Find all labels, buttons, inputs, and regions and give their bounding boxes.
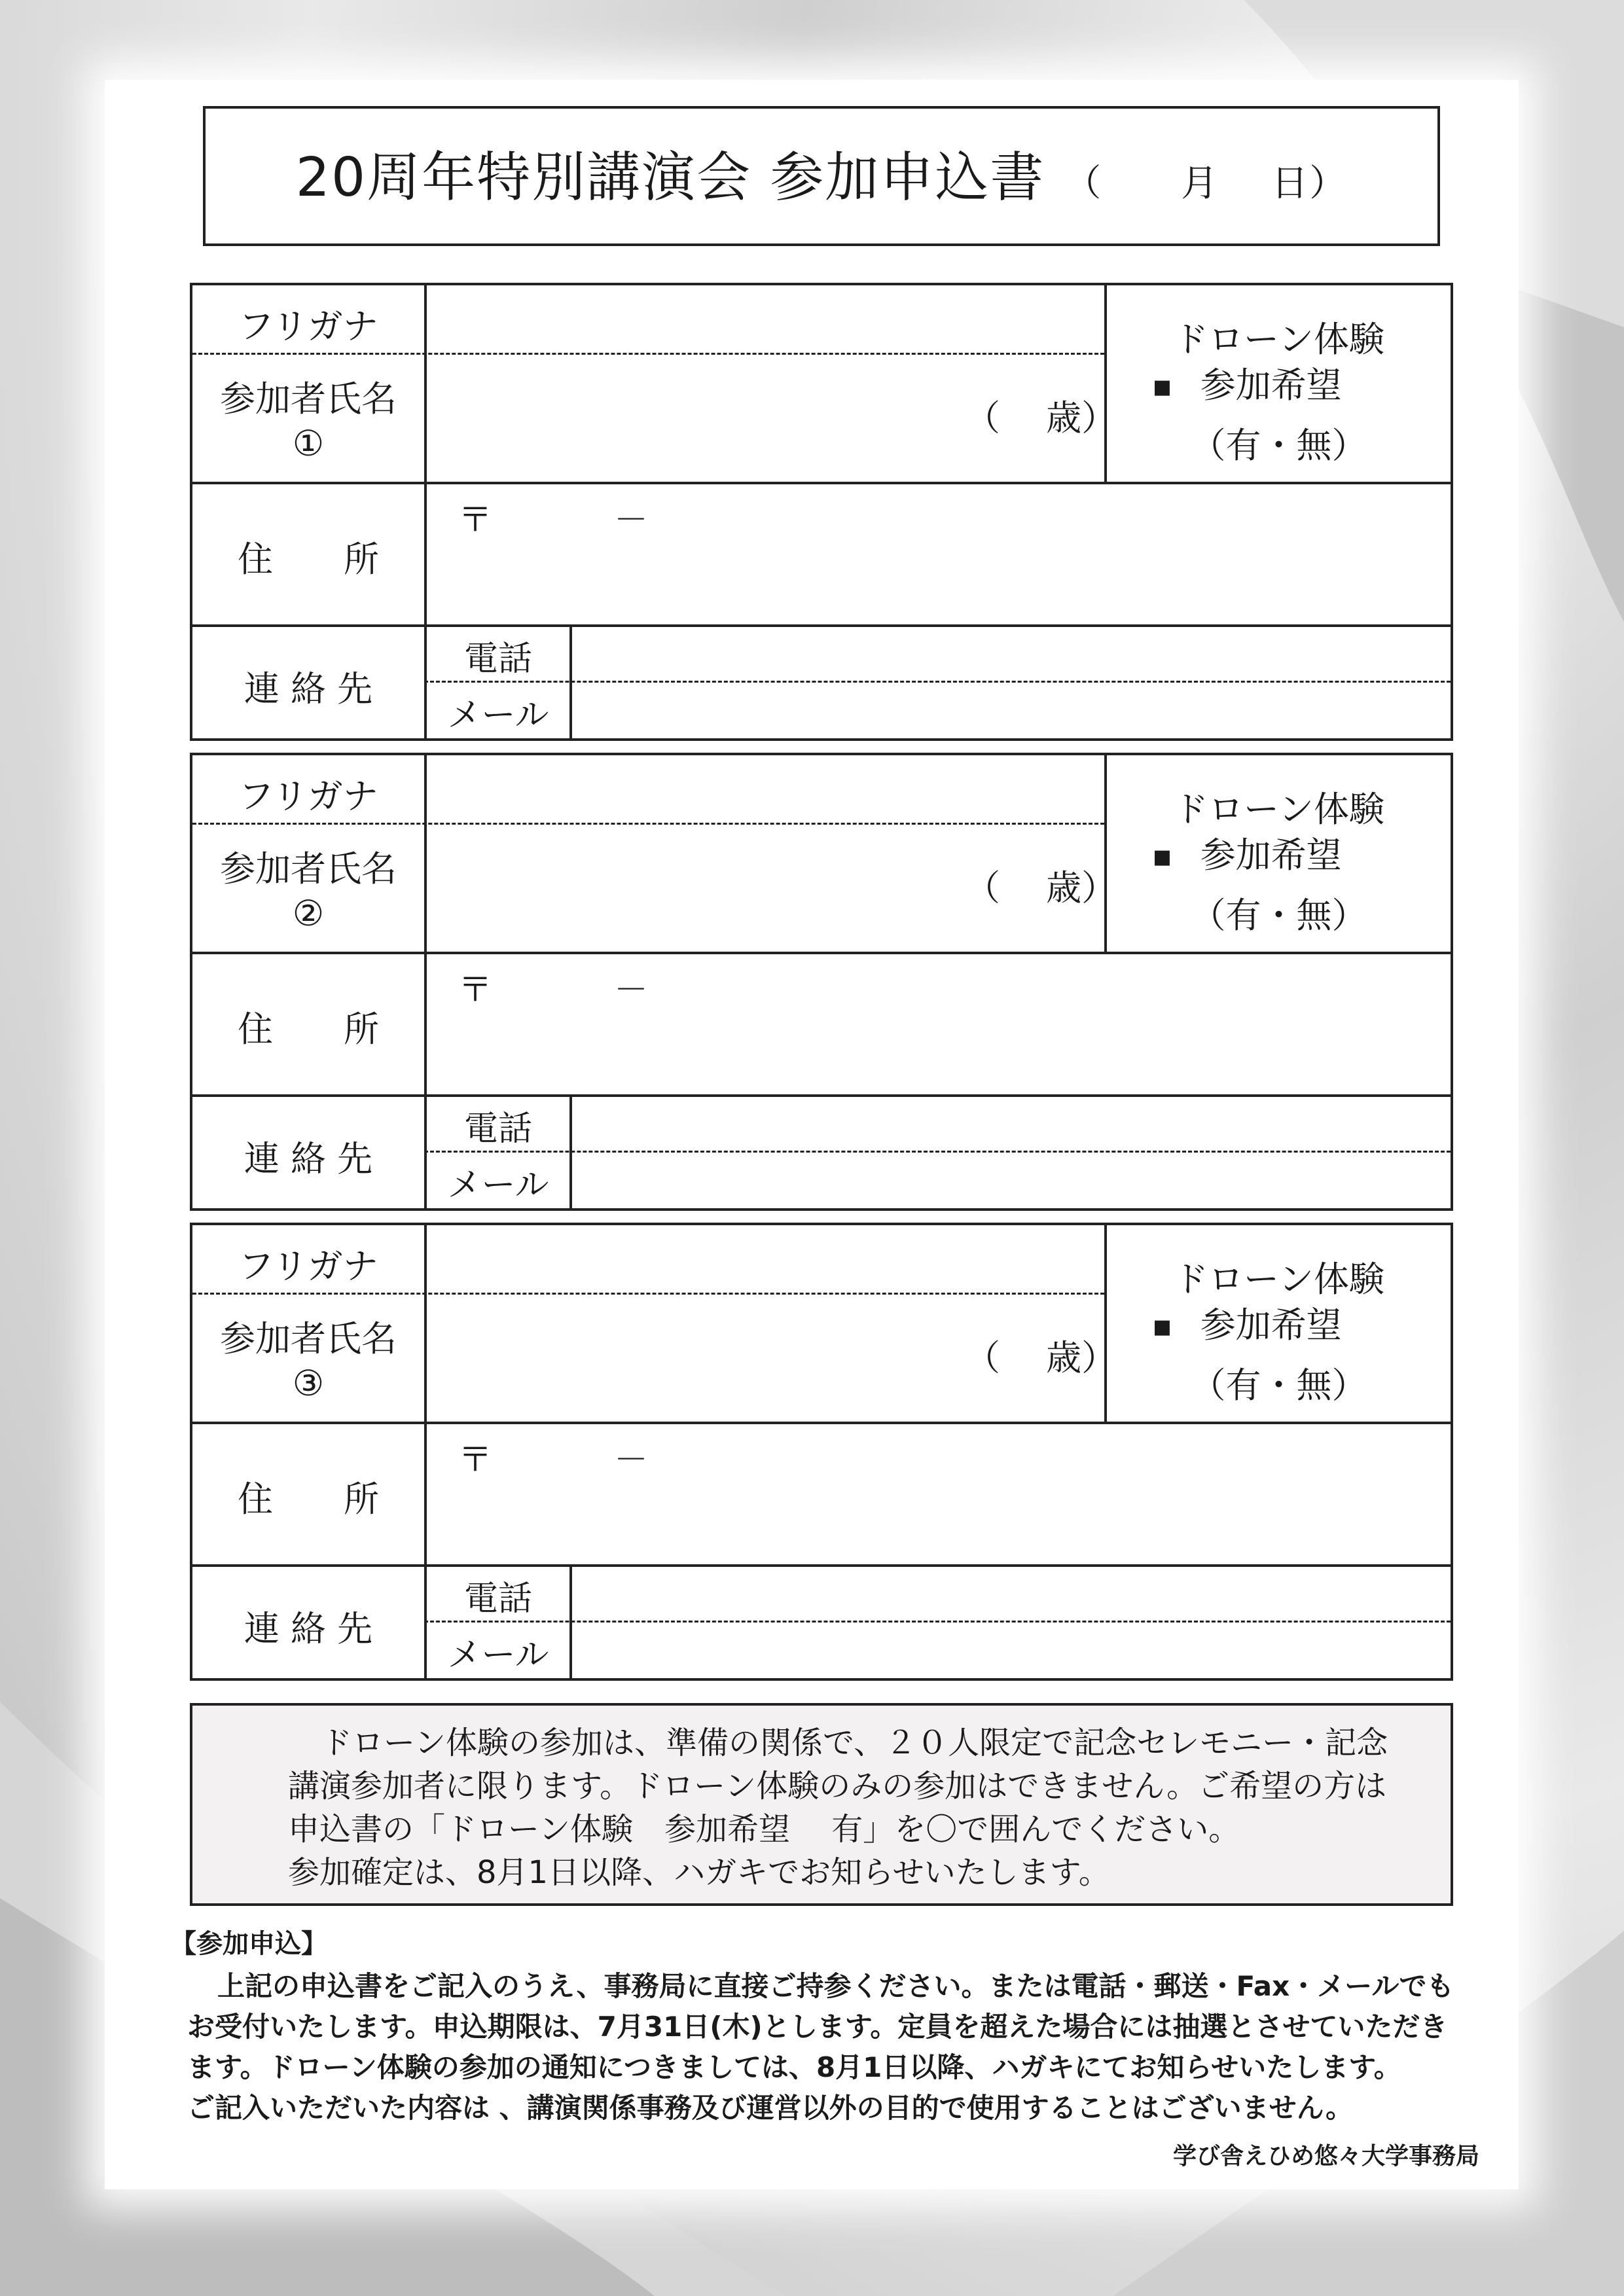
participant-number: ② [292, 893, 325, 934]
instruction-line: ます。ドローン体験の参加の通知につきましては、8月1日以降、ハガキにてお知らせいたします。 [187, 2051, 1401, 2083]
notice-line: ドローン体験の参加は、準備の関係で、２０人限定で記念セレモニー・記念 [321, 1725, 1388, 1761]
title-box [203, 106, 1440, 246]
participant-block-3 [190, 1223, 1453, 1681]
mail-field[interactable] [572, 1153, 1451, 1208]
phone-field[interactable] [572, 627, 1451, 679]
contact-label: 連 絡 先 [244, 668, 373, 709]
name-label: 参加者氏名 ② [220, 848, 397, 934]
office-name: 学び舎えひめ悠々大学事務局 [1172, 2143, 1479, 2170]
notice-line: 講演参加者に限ります。ドローン体験のみの参加はできません。ご希望の方は [288, 1768, 1387, 1804]
address-label: 住 所 [238, 1009, 379, 1050]
drone-choice[interactable]: （有・無） [1190, 425, 1367, 466]
drone-experience-option[interactable]: ドローン体験 ■ 参加希望 （有・無） [1153, 1259, 1384, 1406]
address-field[interactable] [427, 484, 1451, 623]
bullet-icon: ■ [1153, 376, 1172, 399]
mail-label: メール [447, 696, 549, 735]
participant-number: ① [292, 423, 325, 464]
drone-experience-option[interactable]: ドローン体験 ■ 参加希望 （有・無） [1153, 789, 1384, 936]
phone-field[interactable] [572, 1097, 1451, 1149]
address-label: 住 所 [238, 539, 379, 580]
drone-choice[interactable]: （有・無） [1190, 895, 1367, 936]
notice-line: 参加確定は、8月1日以降、ハガキでお知らせいたします。 [288, 1854, 1110, 1891]
furigana-label: フリガナ [238, 776, 378, 817]
mail-field[interactable] [572, 683, 1451, 738]
bullet-icon: ■ [1153, 1316, 1172, 1338]
drone-notice-box [190, 1703, 1453, 1906]
application-heading: 【参加申込】 [170, 1929, 327, 1959]
name-label: 参加者氏名 ③ [220, 1318, 397, 1404]
postal-mark: 〒 [458, 501, 493, 540]
participant-number: ③ [292, 1363, 325, 1404]
furigana-field[interactable] [427, 758, 1103, 821]
phone-label: 電話 [463, 1109, 532, 1149]
date-day-label: 日） [1271, 162, 1348, 205]
mail-label: メール [447, 1636, 549, 1675]
postal-mark: 〒 [458, 1441, 493, 1480]
postal-dash: － [614, 1441, 649, 1480]
notice-line: 申込書の「ドローン体験 参加希望 有」を〇で囲んでください。 [288, 1811, 1240, 1848]
application-instructions [187, 1966, 1523, 2128]
address-label: 住 所 [238, 1479, 379, 1520]
date-month-label: 月 [1181, 162, 1219, 205]
drone-experience-option[interactable]: ドローン体験 ■ 参加希望 （有・無） [1153, 319, 1384, 466]
postal-dash: － [614, 501, 649, 540]
furigana-field[interactable] [427, 1228, 1103, 1291]
mail-label: メール [447, 1166, 549, 1205]
age-label: （ 歳） [965, 1337, 1117, 1378]
phone-label: 電話 [463, 639, 532, 679]
address-field[interactable] [427, 1424, 1451, 1563]
contact-label: 連 絡 先 [244, 1608, 373, 1649]
submission-date: （ 月 日） [1064, 162, 1347, 205]
phone-label: 電話 [463, 1579, 532, 1619]
phone-field[interactable] [572, 1567, 1451, 1619]
drone-choice[interactable]: （有・無） [1190, 1365, 1367, 1406]
instruction-line: ご記入いただいた内容は 、講演関係事務及び運営以外の目的で使用することはございません。 [187, 2092, 1354, 2124]
age-label: （ 歳） [965, 397, 1117, 439]
address-field[interactable] [427, 954, 1451, 1093]
application-form-sheet [105, 80, 1519, 2189]
form-title [206, 135, 1437, 211]
postal-mark: 〒 [458, 971, 493, 1010]
mail-field[interactable] [572, 1623, 1451, 1678]
postal-dash: － [614, 971, 649, 1010]
instruction-line: お受付いたします。申込期限は、7月31日(木)とします。定員を超えた場合には抽選とさせていただき [187, 2011, 1448, 2043]
age-label: （ 歳） [965, 867, 1117, 908]
furigana-field[interactable] [427, 288, 1103, 351]
participant-block-1 [190, 283, 1453, 741]
furigana-label: フリガナ [238, 306, 378, 347]
contact-label: 連 絡 先 [244, 1138, 373, 1179]
form-title-main: 20周年特別講演会 参加申込書 [295, 147, 1045, 209]
name-label: 参加者氏名 ① [220, 378, 397, 464]
participant-block-2 [190, 753, 1453, 1211]
instruction-line: 上記の申込書をご記入のうえ、事務局に直接ご持参ください。または電話・郵送・Fax・メールでも [217, 1970, 1454, 2002]
furigana-label: フリガナ [238, 1246, 378, 1287]
bullet-icon: ■ [1153, 846, 1172, 869]
